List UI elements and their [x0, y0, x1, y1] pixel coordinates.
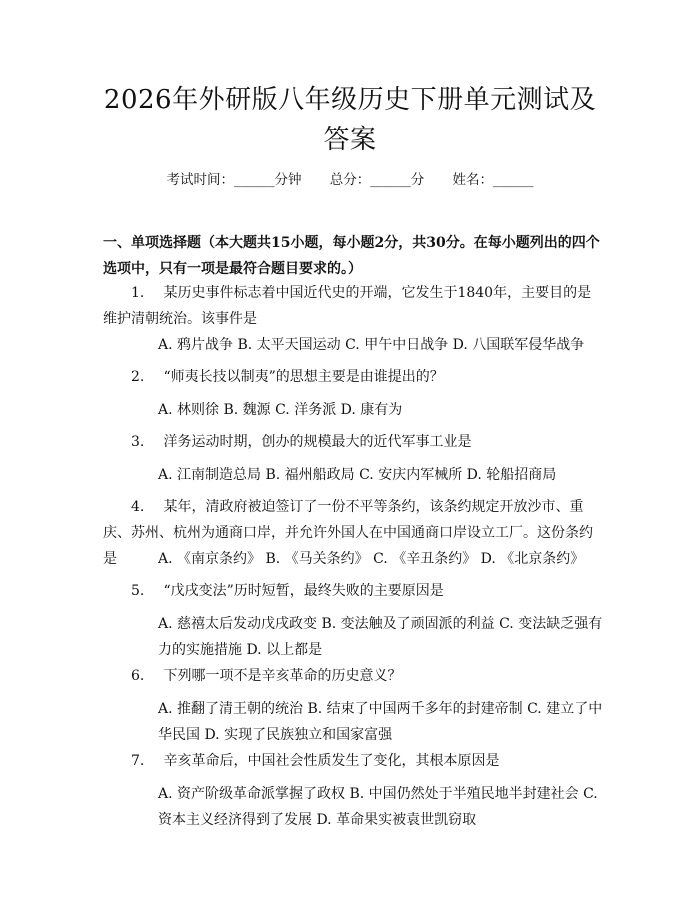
options-text: A. 《南京条约》 B. 《马关条约》 C. 《辛丑条约》 D. 《北京条约》	[158, 551, 585, 567]
exam-name: 姓名：______	[452, 172, 534, 188]
question-number: 4.	[131, 499, 145, 515]
options-text: A. 江南制造总局 B. 福州船政局 C. 安庆内军械所 D. 轮船招商局	[158, 467, 557, 483]
question-text: 某历史事件标志着中国近代史的开端，它发生于1840年，主要目的是维护清朝统治。该事件是	[103, 285, 592, 327]
question-5-options	[103, 611, 603, 663]
question-5	[103, 578, 603, 604]
question-number: 7.	[131, 753, 145, 769]
question-1	[103, 280, 603, 332]
question-number: 1.	[131, 285, 145, 301]
question-text: 下列哪一项不是辛亥革命的历史意义？	[163, 668, 402, 684]
question-number: 2.	[131, 369, 145, 385]
options-text: A. 推翻了清王朝的统治 B. 结束了中国两千多年的封建帝制 C. 建立了中华民国 D. 实现了民族独立和国家富强	[158, 701, 603, 743]
question-3	[103, 429, 603, 455]
exam-score: 总分：______分	[329, 172, 425, 188]
question-6	[103, 663, 603, 689]
options-text: A. 资产阶级革命派掌握了政权 B. 中国仍然处于半殖民地半封建社会 C. 资本主义经济得到了发展 D. 革命果实被袁世凯窃取	[158, 786, 598, 828]
question-text: 洋务运动时期，创办的规模最大的近代军事工业是	[163, 434, 472, 450]
exam-time: 考试时间：______分钟	[166, 172, 302, 188]
question-4-options	[103, 546, 603, 572]
question-number: 5.	[131, 583, 145, 599]
options-text: A. 林则徐 B. 魏源 C. 洋务派 D. 康有为	[158, 402, 403, 418]
question-2	[103, 364, 603, 390]
question-3-options	[103, 462, 603, 488]
question-number: 3.	[131, 434, 145, 450]
section-heading: 一、单项选择题（本大题共15小题，每小题2分，共30分。在每小题列出的四个选项中，只有一项是最符合题目要求的。）	[103, 235, 600, 277]
question-2-options	[103, 397, 603, 423]
question-7	[103, 748, 603, 774]
question-text: 某年，清政府被迫签订了一份不平等条约，该条约规定开放沙市、重庆、苏州、杭州为通商口岸，并允许外国人在中国通商口岸设立工厂。这份条约是	[103, 499, 593, 567]
question-7-options	[103, 781, 603, 833]
question-text: “戊戌变法”历时短暂，最终失败的主要原因是	[163, 583, 444, 599]
question-1-options	[103, 332, 603, 358]
page-title: 2026年外研版八年级历史下册单元测试及答案	[103, 85, 597, 155]
exam-info	[0, 168, 700, 188]
question-text: “师夷长技以制夷”的思想主要是由谁提出的？	[163, 369, 444, 385]
question-6-options	[103, 696, 603, 748]
question-text: 辛亥革命后，中国社会性质发生了变化，其根本原因是	[163, 753, 500, 769]
options-text: A. 鸦片战争 B. 太平天国运动 C. 甲午中日战争 D. 八国联军侵华战争	[158, 337, 585, 353]
options-text: A. 慈禧太后发动戊戌政变 B. 变法触及了顽固派的利益 C. 变法缺乏强有力的实施措施 D. 以上都是	[158, 616, 603, 658]
question-number: 6.	[131, 668, 145, 684]
